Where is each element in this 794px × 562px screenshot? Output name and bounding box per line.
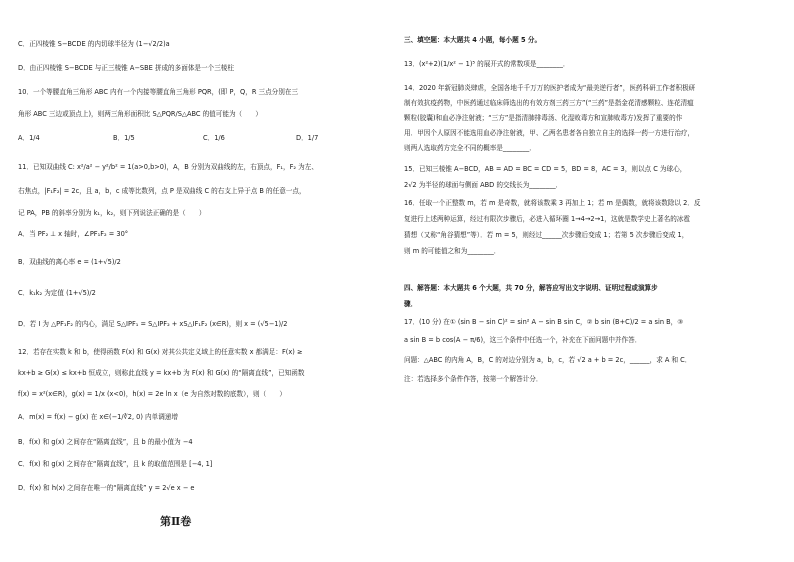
- q10-line2: 角形 ABC 三边或顶点上)，则两三角形面积比 S△PQR/S△ABC 的值可能为（ ）: [18, 110, 262, 118]
- q11-option-a: A．当 PF₂ ⊥ x 轴时，∠PF₁F₂ = 30°: [18, 230, 129, 238]
- q15-line1: 15．已知三棱锥 A−BCD，AB = AD = BC = CD = 5，BD = 8，AC = 3，则以点 C 为球心，: [404, 165, 687, 173]
- section-4-heading-line1: 四、解答题：本大题共 6 个大题，共 70 分，解答应写出文字说明、证明过程或演算步: [404, 284, 658, 292]
- q16-line2: 复进行上述两种运算，经过有限次步骤后，必进入循环圈 1→4→2→1，这就是数学史上著名的冰雹: [404, 215, 691, 223]
- q14-line3: 颗粒(胶囊)和血必净注射液；“三方”是指清肺排毒汤、化湿败毒方和宣肺败毒方)发挥了重要的作: [404, 114, 683, 122]
- part-two-heading: 第Ⅱ卷: [160, 515, 192, 528]
- q10-option-a: A．1/4: [18, 134, 40, 142]
- q14-line5: 则两人选取药方完全不同的概率是________．: [404, 144, 536, 152]
- option-c-prev: C．正四棱锥 S−BCDE 的内切球半径为 (1−√2/2)a: [18, 40, 170, 48]
- q11-line2: 右焦点，|F₁F₂| = 2c，且 a，b，c 成等比数列，点 P 是双曲线 C 的右支上异于点 B 的任意一点，: [18, 187, 306, 195]
- q10-option-b: B．1/5: [113, 134, 135, 142]
- q16-line3: 猜想（又称“角谷猜想”等）．若 m = 5，则经过______次步骤后变成 1；若第 5 次步骤后变成 1，: [404, 231, 689, 239]
- q13: 13．(x²+2)(1/x² − 1)⁵ 的展开式的常数项是________．: [404, 60, 570, 68]
- q16-line1: 16．任取一个正整数 m，若 m 是奇数，就将该数乘 3 再加上 1；若 m 是偶数，就将该数除以 2．反: [404, 199, 701, 207]
- q12-line2: kx+b ≥ G(x) ≤ kx+b 恒成立，则称此直线 y = kx+b 为 F(x) 和 G(x) 的“隔离直线”，已知函数: [18, 369, 305, 377]
- q15-line2: 2√2 为半径的球面与侧面 ABD 的交线长为________．: [404, 181, 563, 189]
- q10-option-c: C．1/6: [203, 134, 225, 142]
- q17-note: 注：若选择多个条件作答，按第一个解答计分．: [404, 375, 543, 383]
- q14-line2: 制有效抗疫药物，中医药通过临床筛选出的有效方剂三药三方”(“三药”是指金花清感颗粒、连花清瘟: [404, 99, 694, 107]
- q12-line3: f(x) = x²(x∈R)，g(x) = 1/x (x<0)，h(x) = 2e ln x（e 为自然对数的底数），则（ ）: [18, 390, 286, 398]
- q17-line2: a sin B = b cos(A − π/6)，这三个条件中任选一个，补充在下面问题中并作答．: [404, 336, 642, 344]
- q14-line1: 14．2020 年新冠肺炎肆虐，全国各地千千万万的医护者成为“最美逆行者”，医药科研工作者积极研: [404, 84, 696, 92]
- q17-line1: 17．(10 分) 在① (sin B − sin C)² = sin² A − sin B sin C，② b sin (B+C)/2 = a sin B，③: [404, 318, 684, 326]
- q11-option-c: C．k₁k₂ 为定值 (1+√5)/2: [18, 289, 96, 297]
- q11-option-b: B．双曲线的离心率 e = (1+√5)/2: [18, 258, 121, 266]
- q11-line3: 记 PA，PB 的斜率分别为 k₁，k₂，则下列说法正确的是（ ）: [18, 209, 206, 217]
- q17-line3: 问题：△ABC 的内角 A，B，C 的对边分别为 a，b，c，若 √2 a + b = 2c，______，求 A 和 C．: [404, 356, 692, 364]
- q14-line4: 用．甲因个人原因不能选用血必净注射液，甲、乙两名患者各自独立自主的选择一药一方进行治疗，: [404, 129, 695, 137]
- q12-option-a: A．m(x) = f(x) − g(x) 在 x∈(−1/∛2, 0) 内单调递增: [18, 413, 178, 421]
- section-4-heading-line2: 骤．: [404, 300, 418, 308]
- q10-line1: 10．一个等腰直角三角形 ABC 内有一个内接等腰直角三角形 PQR，(即 P，Q，R 三点分别在三: [18, 88, 299, 96]
- q12-option-c: C．f(x) 和 g(x) 之间存在“隔离直线”，且 k 的取值范围是 [−4, 1]: [18, 460, 213, 468]
- q10-option-d: D．1/7: [296, 134, 319, 142]
- q11-line1: 11．已知双曲线 C: x²/a² − y²/b² = 1(a>0,b>0)，A，B 分别为双曲线的左，右顶点，F₁，F₂ 为左、: [18, 163, 318, 171]
- q11-option-d: D．若 I 为 △PF₁F₂ 的内心，满足 S△IPF₁ = S△IPF₂ + xS△IF₁F₂ (x∈R)，则 x = (√5−1)/2: [18, 320, 288, 328]
- option-d-prev: D．由正四棱锥 S−BCDE 与正三棱锥 A−SBE 拼成的多面体是一个三棱柱: [18, 64, 234, 72]
- q16-line4: 则 m 的可能值之和为________．: [404, 247, 501, 255]
- q12-option-d: D．f(x) 和 h(x) 之间存在唯一的“隔离直线” y = 2√e x − e: [18, 484, 195, 492]
- section-3-heading: 三、填空题：本大题共 4 小题，每小题 5 分。: [404, 36, 542, 44]
- q12-line1: 12．若存在实数 k 和 b，使得函数 F(x) 和 G(x) 对其公共定义域上的任意实数 x 都满足：F(x) ≥: [18, 348, 303, 356]
- q12-option-b: B．f(x) 和 g(x) 之间存在“隔离直线”，且 b 的最小值为 −4: [18, 438, 193, 446]
